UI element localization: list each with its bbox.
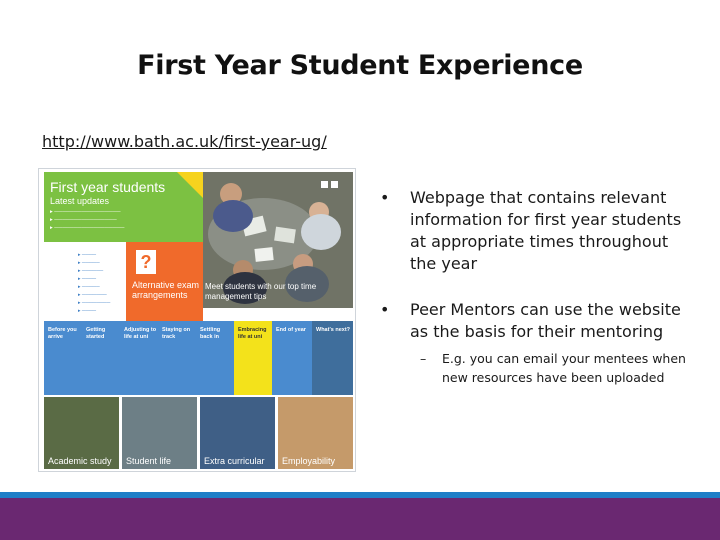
sub-bullet-item: – E.g. you can email your mentees when new resources have been uploaded (378, 349, 698, 387)
update-line: ▸ ───────────────── (50, 209, 121, 215)
tile-academic-study[interactable] (44, 397, 119, 469)
menu-item[interactable]: ▸ ────── (78, 268, 104, 274)
tile-extra-curricular[interactable] (200, 397, 275, 469)
tile-label: Extra curricular (204, 456, 265, 466)
slide-title: First Year Student Experience (137, 50, 583, 81)
step-label: End of year (276, 327, 306, 333)
tile-employability[interactable] (278, 397, 353, 469)
step-label: Settling back in (200, 327, 221, 340)
footer-bar (0, 498, 720, 540)
panel-heading: First year students (50, 179, 166, 195)
next-arrow-icon[interactable] (331, 181, 338, 188)
step-label: Getting started (86, 327, 106, 340)
timeline-step[interactable] (120, 321, 158, 395)
first-year-panel (44, 172, 203, 242)
tile-label: Employability (282, 456, 336, 466)
timeline-step[interactable] (158, 321, 196, 395)
step-label: Embracing life at uni (238, 327, 267, 340)
timeline-step[interactable] (272, 321, 312, 395)
panel-subheading: Latest updates (50, 196, 110, 206)
menu-item[interactable]: ▸ ─────── (78, 292, 107, 298)
timeline-step-current[interactable] (234, 321, 272, 395)
bullet-item: • Peer Mentors can use the website as the basis for their mentoring (378, 299, 698, 343)
side-menu (44, 244, 126, 321)
menu-item[interactable]: ▸ ──── (78, 252, 97, 258)
step-label: Before you arrive (48, 327, 77, 340)
timeline-step[interactable] (312, 321, 353, 395)
tile-label: Student life (126, 456, 172, 466)
menu-item[interactable]: ▸ ───── (78, 284, 100, 290)
menu-item[interactable]: ▸ ──── (78, 308, 97, 314)
alternative-exam-tile[interactable] (126, 242, 203, 321)
step-label: Staying on track (162, 327, 191, 340)
bullet-list (378, 187, 698, 387)
step-label: What's next? (316, 327, 351, 333)
photo-caption: Meet students with our top time management tips (205, 282, 317, 301)
tile-student-life[interactable] (122, 397, 197, 469)
prev-arrow-icon[interactable] (321, 181, 328, 188)
corner-flag (177, 172, 203, 198)
website-link[interactable]: http://www.bath.ac.uk/first-year-ug/ (42, 132, 327, 151)
website-screenshot (38, 168, 356, 472)
step-label: Adjusting to life at uni (124, 327, 157, 340)
bullet-item: • Webpage that contains relevant information for first year students at appropriate times throughout the year (378, 187, 698, 275)
alert-tile-label: Alternative exam arrangements (132, 280, 200, 300)
tile-label: Academic study (48, 456, 112, 466)
update-line: ▸ ──────────────── (50, 217, 117, 223)
category-tiles (44, 397, 353, 469)
timeline-step[interactable] (44, 321, 82, 395)
timeline-step[interactable] (82, 321, 120, 395)
menu-item[interactable]: ▸ ──────── (78, 300, 111, 306)
question-icon: ? (136, 250, 156, 274)
menu-item[interactable]: ▸ ───── (78, 260, 100, 266)
timeline-step[interactable] (196, 321, 234, 395)
update-line: ▸ ────────────────── (50, 225, 125, 231)
students-photo (203, 172, 353, 308)
menu-item[interactable]: ▸ ──── (78, 276, 97, 282)
year-timeline (44, 321, 353, 395)
